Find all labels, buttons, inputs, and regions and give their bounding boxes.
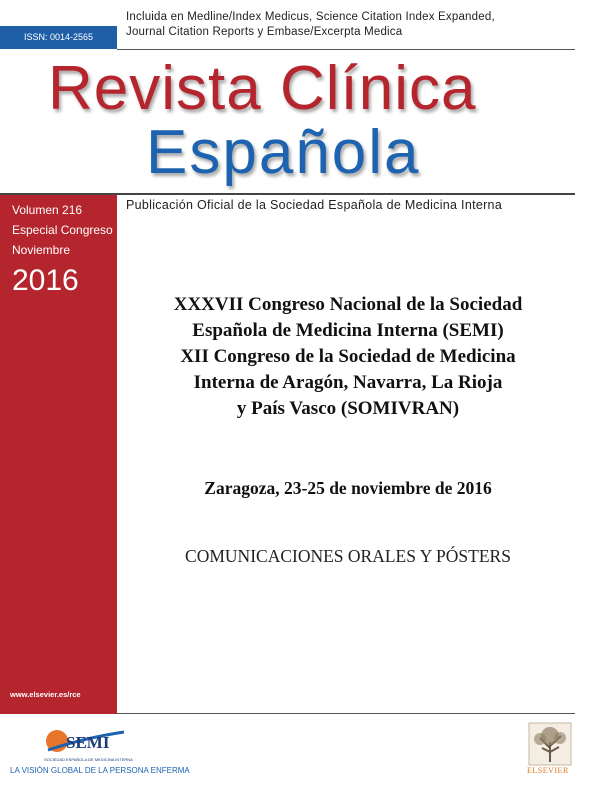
congress-title — [118, 292, 578, 422]
congress-place-date: Zaragoza, 23-25 de noviembre de 2016 — [204, 478, 492, 498]
congress-line-5: y País Vasco (SOMIVRAN) — [236, 398, 460, 419]
journal-title-line-1: Revista Clínica — [48, 54, 477, 123]
month-label: Noviembre — [12, 243, 71, 257]
year-label: 2016 — [12, 264, 79, 297]
indexing-note — [126, 10, 596, 40]
journal-title-line-2: Española — [146, 118, 421, 187]
indexing-line-2: Journal Citation Reports y Embase/Excerpta Medica — [126, 26, 403, 38]
special-issue-label: Especial Congreso — [12, 223, 113, 237]
section-title: COMUNICACIONES ORALES Y PÓSTERS — [185, 546, 511, 566]
semi-tagline: LA VISIÓN GLOBAL DE LA PERSONA ENFERMA — [10, 766, 190, 775]
congress-line-1: XXXVII Congreso Nacional de la Sociedad — [173, 294, 523, 315]
elsevier-tree-icon — [528, 722, 572, 766]
issue-info — [12, 200, 113, 260]
bottom-divider — [117, 713, 575, 714]
publisher-name: ELSEVIER — [527, 766, 569, 775]
semi-name: SEMI — [66, 733, 110, 752]
top-divider — [117, 49, 575, 50]
issn-label: ISSN: 0014-2565 — [0, 26, 117, 49]
journal-subtitle: Publicación Oficial de la Sociedad Española de Medicina Interna — [126, 198, 503, 212]
congress-line-3: XII Congreso de la Sociedad de Medicina — [180, 346, 516, 367]
indexing-line-1: Incluida en Medline/Index Medicus, Science Citation Index Expanded, — [126, 11, 495, 23]
congress-line-4: Interna de Aragón, Navarra, La Rioja — [193, 372, 503, 393]
semi-full-name: SOCIEDAD ESPAÑOLA DE MEDICINA INTERNA — [44, 757, 133, 762]
volume-label: Volumen 216 — [12, 203, 83, 217]
congress-line-2: Española de Medicina Interna (SEMI) — [192, 320, 504, 341]
website-link[interactable]: www.elsevier.es/rce — [10, 690, 81, 699]
